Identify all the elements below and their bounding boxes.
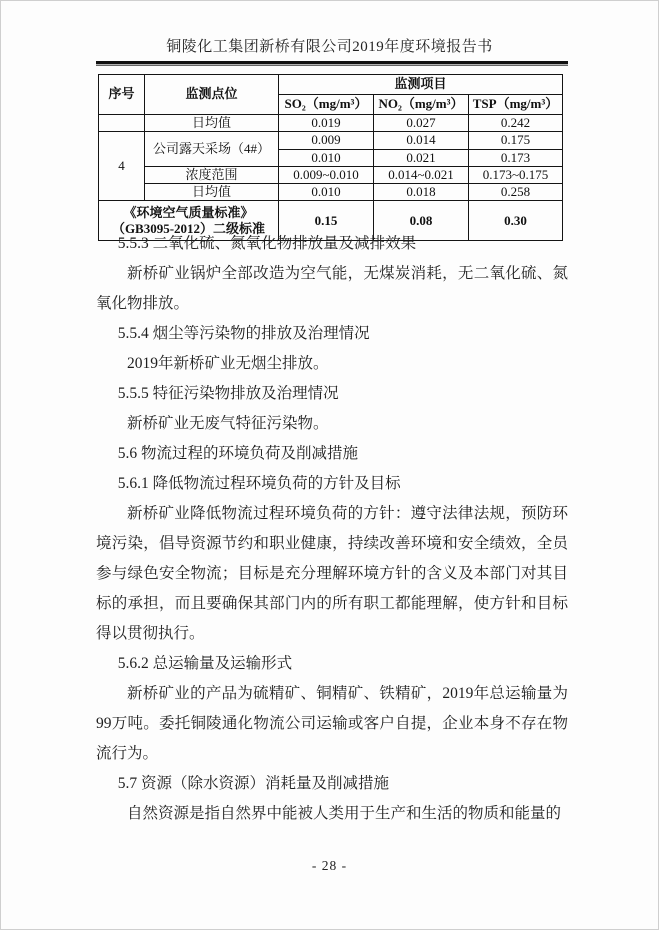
- standard-label: 《环境空气质量标准》（GB3095-2012）二级标准: [99, 201, 279, 241]
- value-tsp: 0.242: [469, 115, 563, 132]
- value-no2: 0.021: [374, 149, 469, 166]
- paragraph-5-5-3: 新桥矿业锅炉全部改造为空气能，无煤炭消耗，无二氧化硫、氮氧化物排放。: [96, 265, 568, 312]
- value-so2: 0.019: [279, 115, 374, 132]
- running-header-title: 铜陵化工集团新桥有限公司2019年度环境报告书: [166, 39, 493, 55]
- table-row: [99, 166, 563, 183]
- value-no2: 0.014: [374, 132, 469, 149]
- paragraph-5-5-5: 新桥矿业无废气特征污染物。: [127, 415, 329, 432]
- section-heading-5-5-3: 5.5.3 二氧化硫、氮氧化物排放量及减排效果: [117, 235, 417, 252]
- col-header-so2: SO₂（mg/m³）: [279, 95, 374, 115]
- col-header-no2: NO₂（mg/m³）: [374, 95, 469, 115]
- col-header-site: 监测点位: [145, 75, 279, 115]
- value-so2: 0.009~0.010: [279, 166, 374, 183]
- value-no2: 0.018: [374, 184, 469, 201]
- col-header-group: 监测项目: [279, 75, 563, 95]
- table-row: [99, 184, 563, 201]
- standard-so2: 0.15: [279, 201, 374, 241]
- row-label: 浓度范围: [145, 166, 279, 183]
- page-number: - 28 -: [311, 858, 348, 873]
- section-heading-5-6: 5.6 物流过程的环境负荷及削减措施: [117, 445, 358, 462]
- value-tsp: 0.258: [469, 184, 563, 201]
- value-tsp: 0.173: [469, 149, 563, 166]
- paragraph-5-5-4: 2019年新桥矿业无烟尘排放。: [127, 355, 329, 372]
- section-heading-5-5-4: 5.5.4 烟尘等污染物的排放及治理情况: [117, 325, 370, 342]
- value-no2: 0.027: [374, 115, 469, 132]
- col-header-tsp: TSP（mg/m³）: [469, 95, 563, 115]
- row-label: 日均值: [145, 115, 279, 132]
- standard-no2: 0.08: [374, 201, 469, 241]
- value-no2: 0.014~0.021: [374, 166, 469, 183]
- section-heading-5-7: 5.7 资源（除水资源）消耗量及削减措施: [117, 775, 389, 792]
- value-so2: 0.009: [279, 132, 374, 149]
- paragraph-5-6-1: 新桥矿业降低物流过程环境负荷的方针：遵守法律法规，预防环境污染，倡导资源节约和职业健康，持续改善环境和安全绩效，全员参与绿色安全物流；目标是充分理解环境方针的含义及本部门对其目标的承担，而且要确保其部门内的所有职工都能理解，使方针和目标得以贯彻执行。: [96, 505, 568, 642]
- seq-number-cell: 4: [99, 132, 145, 201]
- section-heading-5-6-1: 5.6.1 降低物流过程环境负荷的方针及目标: [117, 475, 401, 492]
- paragraph-5-7: 自然资源是指自然界中能被人类用于生产和生活的物质和能量的: [127, 805, 562, 822]
- value-so2: 0.010: [279, 149, 374, 166]
- site-label-cell: 公司露天采场（4#）: [145, 132, 279, 167]
- value-so2: 0.010: [279, 184, 374, 201]
- col-header-seq: 序号: [99, 75, 145, 115]
- document-body: [96, 229, 568, 829]
- value-tsp: 0.173~0.175: [469, 166, 563, 183]
- air-monitoring-table: [98, 74, 563, 241]
- table-row: [99, 115, 563, 132]
- section-heading-5-6-2: 5.6.2 总运输量及运输形式: [117, 655, 293, 672]
- table-row: [99, 132, 563, 149]
- seq-empty-cell: [99, 115, 145, 132]
- header-rule: [96, 61, 568, 66]
- paragraph-5-6-2: 新桥矿业的产品为硫精矿、铜精矿、铁精矿，2019年总运输量为99万吨。委托铜陵通化物流公司运输或客户自提，企业本身不存在物流行为。: [96, 685, 568, 762]
- row-label: 日均值: [145, 184, 279, 201]
- standard-tsp: 0.30: [469, 201, 563, 241]
- section-heading-5-5-5: 5.5.5 特征污染物排放及治理情况: [117, 385, 339, 402]
- value-tsp: 0.175: [469, 132, 563, 149]
